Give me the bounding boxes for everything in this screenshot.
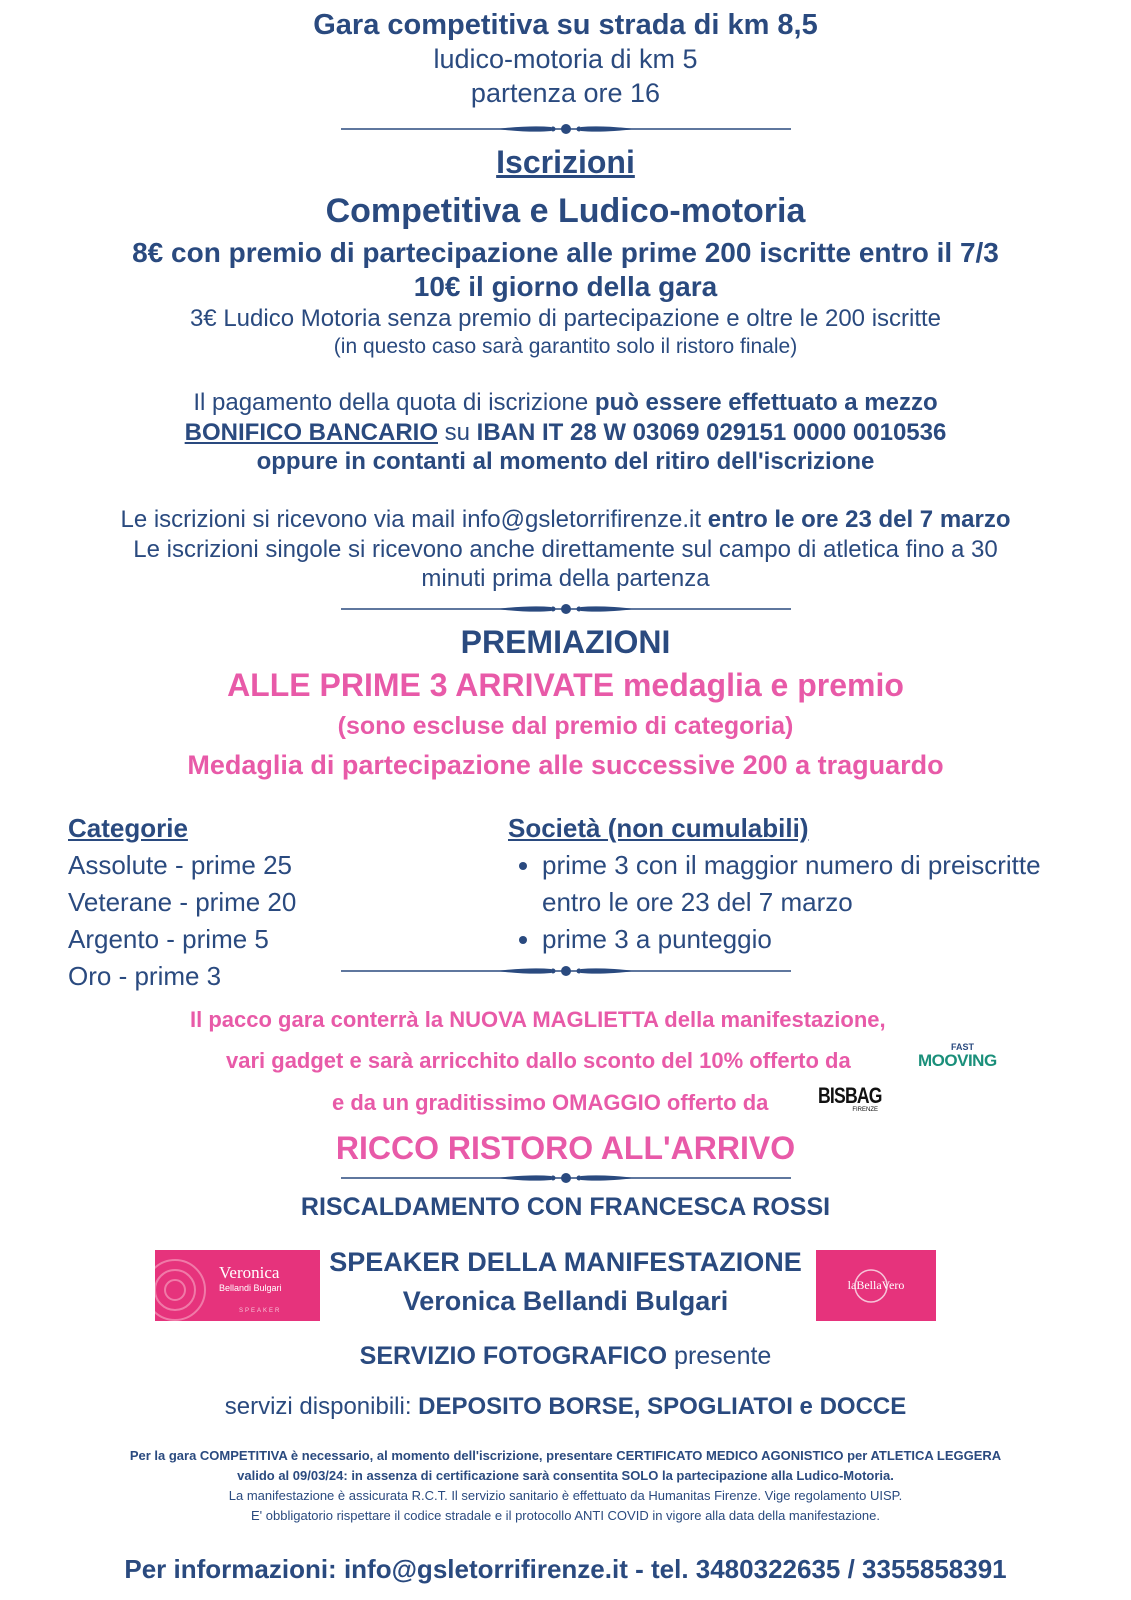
speaker-card-name: Veronica	[219, 1263, 280, 1282]
foto-rest: presente	[667, 1342, 772, 1370]
payment-text-a: Il pagamento della quota di iscrizione	[193, 389, 595, 416]
fast-logo-main: MOOVING	[918, 1051, 997, 1070]
iban-value: IBAN IT 28 W 03069 029151 0000 0010536	[476, 419, 947, 446]
pacco-line-1: Il pacco gara conterrà la NUOVA MAGLIETTA della manifestazione,	[190, 1007, 886, 1032]
payment-line-1	[0, 388, 1131, 418]
footer-note-4: E' obbligatorio rispettare il codice stradale e il protocollo ANTI COVID in vigore alla data della manifestazione.	[251, 1508, 880, 1523]
ristoro-title: RICCO RISTORO ALL'ARRIVO	[335, 1130, 796, 1166]
societa-item: • prime 3 a punteggio	[542, 921, 1068, 958]
speaker-name: Veronica Bellandi Bulgari	[402, 1286, 729, 1316]
categorie-item: Oro - prime 3	[68, 961, 222, 991]
bisbag-logo-sub: FIRENZE	[852, 1107, 878, 1113]
price-line-2: 10€ il giorno della gara	[413, 271, 718, 302]
societa-list	[508, 847, 1068, 958]
foto-bold: SERVIZIO FOTOGRAFICO	[359, 1342, 668, 1370]
mail-deadline: entro le ore 23 del 7 marzo	[707, 506, 1011, 533]
price-line-3-note: (in questo caso sarà garantito solo il ristoro finale)	[333, 335, 798, 358]
single-line-2: minuti prima della partenza	[421, 565, 710, 592]
premiazioni-line-3: Medaglia di partecipazione alle successive 200 a traguardo	[187, 750, 944, 780]
riscaldamento-line: RISCALDAMENTO CON FRANCESCA ROSSI	[300, 1193, 831, 1221]
speaker-title: SPEAKER DELLA MANIFESTAZIONE	[329, 1247, 802, 1277]
iscrizioni-title: Iscrizioni	[496, 144, 635, 180]
servizi-line	[0, 1391, 1131, 1423]
pacco-line-2: vari gadget e sarà arricchito dallo sconto del 10% offerto da	[226, 1048, 851, 1073]
premiazioni-line-2: (sono escluse dal premio di categoria)	[337, 712, 794, 740]
pacco-line-3: e da un graditissimo OMAGGIO offerto da	[332, 1090, 769, 1115]
speaker-card-surname: Bellandi Bulgari	[219, 1283, 282, 1293]
payment-text-d: su	[437, 419, 477, 446]
societa-item: • prime 3 con il maggior numero di preiscritte entro le ore 23 del 7 marzo	[542, 847, 1068, 921]
divider-4	[341, 1171, 791, 1185]
bisbag-logo-text: BISBAG	[818, 1083, 882, 1108]
labellavero-text: laBellaVero	[847, 1278, 905, 1292]
mail-text-a: Le iscrizioni si ricevono via mail info@gsletorrifirenze.it	[120, 506, 708, 533]
price-line-1: 8€ con premio di partecipazione alle prime 200 iscritte entro il 7/3	[132, 237, 999, 268]
race-ludico: ludico-motoria di km 5	[433, 44, 698, 74]
speaker-card-role: SPEAKER	[239, 1308, 282, 1314]
bisbag-logo	[818, 1085, 890, 1115]
premiazioni-title: PREMIAZIONI	[460, 624, 671, 660]
contact-info[interactable]: Per informazioni: info@gsletorrifirenze.it - tel. 3480322635 / 3355858391	[124, 1554, 1007, 1584]
mail-line	[0, 505, 1131, 535]
bonifico-label: BONIFICO BANCARIO	[184, 419, 438, 446]
labellavero-logo	[816, 1250, 936, 1321]
footer-note-1: Per la gara COMPETITIVA è necessario, al momento dell'iscrizione, presentare CERTIFICATO MEDICO AGONISTICO per ATLETICA LEGGERA	[129, 1448, 1002, 1463]
categorie-item: Veterane - prime 20	[68, 887, 297, 917]
race-title: Gara competitiva su strada di km 8,5	[313, 9, 818, 41]
categorie-title: Categorie	[68, 813, 188, 843]
foto-line	[0, 1340, 1131, 1372]
payment-text-b: può essere effettuato a mezzo	[594, 389, 938, 416]
divider-3	[341, 964, 791, 978]
premiazioni-line-1: ALLE PRIME 3 ARRIVATE medaglia e premio	[227, 667, 904, 703]
fast-mooving-logo	[918, 1043, 1004, 1071]
iscrizioni-subtitle: Competitiva e Ludico-motoria	[325, 192, 806, 230]
footer-note-2: valido al 09/03/24: in assenza di certificazione sarà consentita SOLO la partecipazione alla Ludico-Motoria.	[237, 1468, 894, 1483]
race-start-time: partenza ore 16	[470, 78, 661, 108]
categorie-item: Assolute - prime 25	[68, 850, 292, 880]
divider-2	[341, 602, 791, 616]
servizi-bold: DEPOSITO BORSE, SPOGLIATOI e DOCCE	[418, 1393, 907, 1420]
fast-logo-top: FAST	[950, 1042, 974, 1052]
price-line-3: 3€ Ludico Motoria senza premio di partecipazione e oltre le 200 iscritte	[189, 305, 942, 332]
categorie-item: Argento - prime 5	[68, 924, 269, 954]
footer-note-3: La manifestazione è assicurata R.C.T. Il servizio sanitario è effettuato da Humanitas Firenze. Vige regolamento UISP.	[228, 1488, 903, 1503]
divider-1	[341, 122, 791, 136]
payment-line-3: oppure in contanti al momento del ritiro dell'iscrizione	[256, 448, 875, 475]
societa-title: Società (non cumulabili)	[508, 813, 809, 843]
servizi-label: servizi disponibili:	[224, 1393, 419, 1420]
payment-line-2	[0, 418, 1131, 448]
societa-column	[508, 810, 1068, 958]
single-line-1: Le iscrizioni singole si ricevono anche direttamente sul campo di atletica fino a 30	[133, 536, 998, 563]
